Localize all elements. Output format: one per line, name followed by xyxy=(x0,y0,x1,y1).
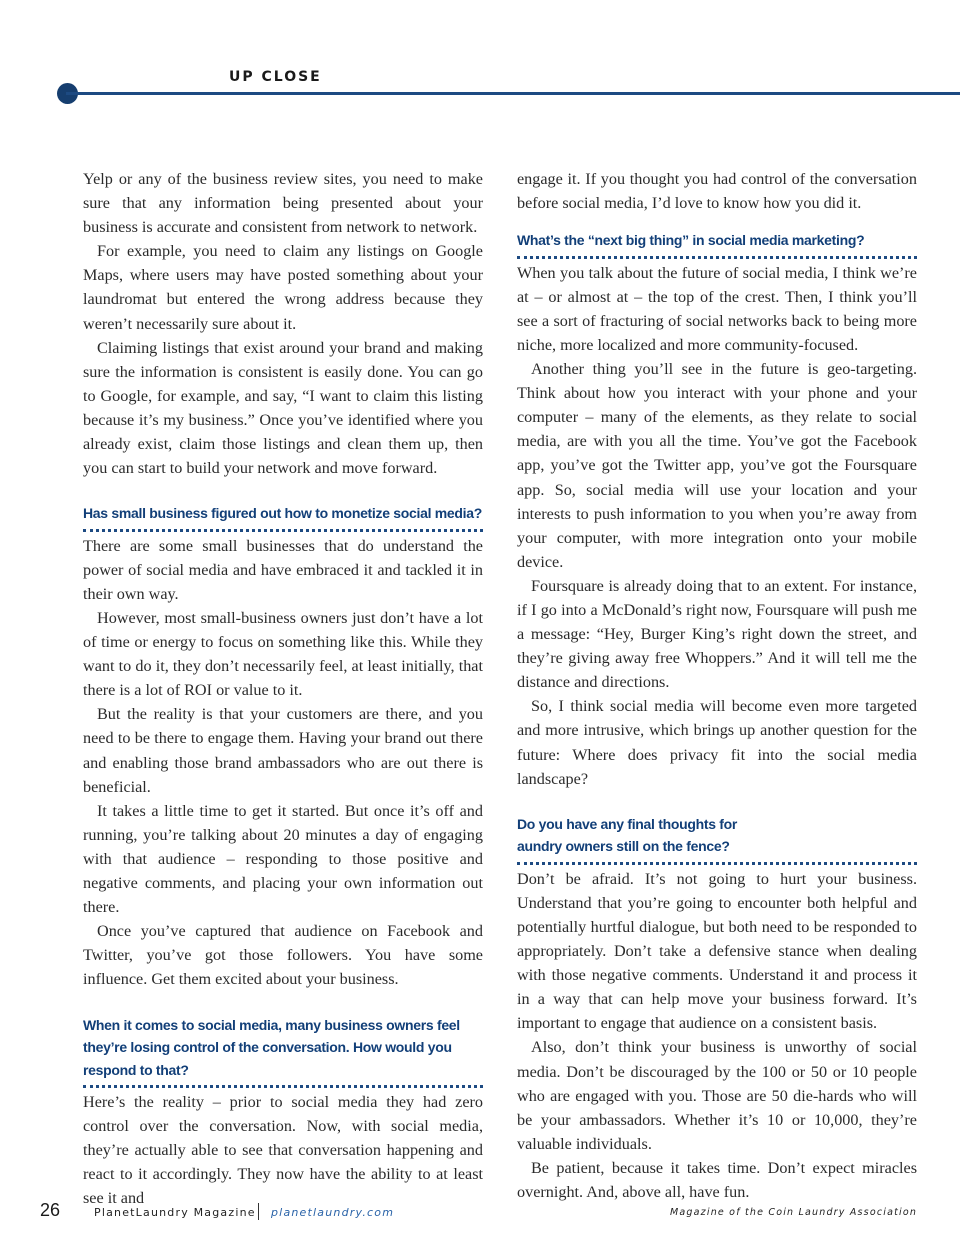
paragraph: Once you’ve captured that audience on Facebook and Twitter, you’ve got those followers. You have some influence. Get them excited about your business. xyxy=(83,922,483,989)
paragraph: But the reality is that your customers are there, and you need to be there to engage them. Having your brand out there and enabling those brand ambassadors who are out there is beneficial. xyxy=(83,705,483,796)
paragraph: Claiming listings that exist around your brand and making sure the information is consistent is easily done. You can go to Google, for example, and say, “I want to claim this listing because it’s my business.” Once you’ve identified where you already exist, claim those listings and clean them up, then you can start to build your network and move forward. xyxy=(83,338,483,478)
paragraph: So, I think social media will become even more targeted and more intrusive, which brings up another question for the future: Where does privacy fit into the social media landscape? xyxy=(517,697,917,788)
section-label: UP CLOSE xyxy=(229,69,322,85)
page-footer xyxy=(0,1198,960,1228)
right-column xyxy=(517,167,917,1204)
paragraph: Yelp or any of the business review sites, you need to make sure that any information being presented about your business is accurate and consistent from network to network. xyxy=(83,170,483,237)
paragraph: When you talk about the future of social media, I think we’re at – or almost at – the top of the crest. Then, I think you’ll see a sort of fracturing of social networks back to being more niche, more localized and more community-focused. xyxy=(517,263,917,354)
question-heading: When it comes to social media, many business owners feel they’re losing control of the conversation. How would you respond to that? xyxy=(83,1014,483,1089)
header-rule xyxy=(66,92,960,95)
page-number: 26 xyxy=(40,1200,61,1220)
paragraph: Another thing you’ll see in the future is geo-targeting. Think about how you interact with your phone and your computer – many of the elements, as they relate to social media, are with you all the time. You’ve got the Facebook app, you’ve got the Twitter app, you’ve got the Foursquare app. So, social media will use your location and your interests to push information to you when you’re away from your computer, with more integration onto your mobile device. xyxy=(517,360,917,571)
paragraph: Foursquare is already doing that to an extent. For instance, if I go into a McDonald’s right now, Foursquare will push me a message: “Hey, Burger King’s right down the street, and they’re giving away free Whoppers.” And it will tell me the distance and directions. xyxy=(517,576,917,692)
question-heading xyxy=(517,813,917,865)
paragraph: engage it. If you thought you had control of the conversation before social media, I’d love to know how you did it. xyxy=(517,170,917,213)
paragraph: However, most small-business owners just don’t have a lot of time or energy to focus on something like this. While they want to do it, they don’t necessarily feel, at least initially, that there is a lot of ROI or value to it. xyxy=(83,609,483,700)
question-line: Do you have any final thoughts for xyxy=(517,815,738,832)
question-heading: What’s the “next big thing” in social media marketing? xyxy=(517,229,917,259)
paragraph: Don’t be afraid. It’s not going to hurt your business. Understand that you’re going to encounter both helpful and potentially hurtful dialogue, but both need to be responded to appropriately. Don’t take a defensive stance when dealing with those negative comments. Understand it and process it in a way that can help move your business forward. It’s important to engage that audience on a consistent basis. xyxy=(517,869,917,1033)
question-heading: Has small business figured out how to monetize social media? xyxy=(83,502,483,532)
paragraph: For example, you need to claim any listings on Google Maps, where users may have posted something about your laundromat but entered the wrong address because they weren’t necessarily sure about it. xyxy=(83,242,483,333)
question-line: aundry owners still on the fence? xyxy=(517,838,730,855)
footer-divider xyxy=(258,1203,259,1220)
left-column xyxy=(83,167,483,1210)
paragraph: Be patient, because it takes time. Don’t expect miracles overnight. And, above all, have fun. xyxy=(517,1158,917,1201)
magazine-name: PlanetLaundry Magazine xyxy=(94,1206,256,1219)
association-tagline: Magazine of the Coin Laundry Association xyxy=(670,1207,918,1218)
paragraph: It takes a little time to get it started. But once it’s off and running, you’re talking about 20 minutes a day of engaging with that audience – responding to those positive and negative comments, and placing your own information out there. xyxy=(83,801,483,917)
paragraph: Here’s the reality – prior to social media they had zero control over the conversation. Now, with social media, they’re actually able to see that conversation happening and react to it accordingly. They now have the ability to at least see it and xyxy=(83,1093,483,1208)
website-link[interactable]: planetlaundry.com xyxy=(271,1206,395,1219)
paragraph: Also, don’t think your business is unworthy of social media. Don’t be discouraged by the 100 or 50 or 10 people who are engaged with you. Those are 50 die-hards who will be your ambassadors. Whether it’s 10 or 10,000, they’re valuable individuals. xyxy=(517,1038,917,1153)
paragraph: There are some small businesses that do understand the power of social media and have embraced it and tackled it in their own way. xyxy=(83,536,483,603)
